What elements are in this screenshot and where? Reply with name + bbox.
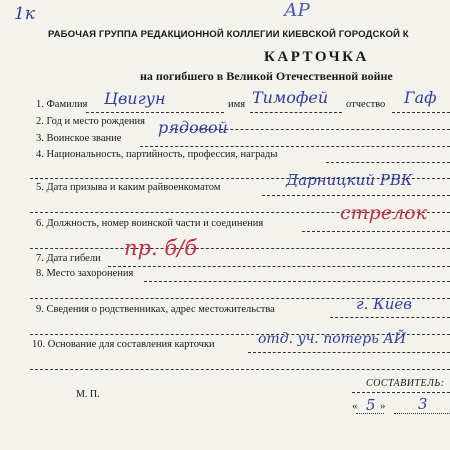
relatives-line	[330, 317, 450, 318]
conscription-label: 5. Дата призыва и каким райвоенкоматом	[36, 182, 221, 193]
patronymic-value: Гаф	[404, 88, 437, 107]
patronymic-label: отчество	[346, 99, 386, 110]
surname-line	[86, 112, 224, 113]
nationality-label: 4. Национальность, партийность, профессия, награды	[36, 149, 278, 160]
rank-label: 3. Воинское звание	[36, 133, 122, 144]
archive-mark: АР	[284, 0, 310, 21]
org-line: РАБОЧАЯ ГРУППА РЕДАКЦИОННОЙ КОЛЛЕГИИ КИЕВСКОЙ ГОРОДСКОЙ К	[48, 29, 409, 40]
nationality-line	[326, 162, 450, 163]
date-open-quote: «	[352, 400, 358, 412]
date-day-line	[356, 413, 384, 414]
conscription-line	[262, 195, 450, 196]
patronymic-line	[392, 112, 450, 113]
conscription-value: Дарницкий РВК	[286, 171, 413, 189]
rank-value: рядовой	[158, 118, 228, 137]
basis-line	[248, 352, 450, 353]
position-value: стрелок	[340, 202, 427, 224]
first-name-label: имя	[228, 99, 246, 110]
page-subtitle: на погибшего в Великой Отечественной войне	[140, 69, 393, 83]
relatives-value: г. Киев	[356, 295, 412, 313]
death-date-value: пр. б/б	[124, 236, 198, 260]
surname-value: Цвигун	[104, 89, 166, 108]
basis-label: 10. Основание для составления карточки	[32, 339, 215, 350]
date-close-quote: »	[380, 400, 386, 412]
position-line-2	[30, 248, 450, 249]
rank-line	[140, 146, 450, 147]
compiler-label: СОСТАВИТЕЛЬ:	[366, 378, 445, 389]
date-month: 3	[418, 395, 428, 413]
page-title: КАРТОЧКА	[264, 49, 369, 65]
death-date-line	[108, 266, 450, 267]
corner-mark: 1к	[14, 4, 35, 24]
date-day: 5	[366, 396, 376, 414]
stamp-place-label: М. П.	[76, 389, 100, 400]
position-line	[302, 231, 450, 232]
surname-label: 1. Фамилия	[36, 99, 88, 110]
basis-value: отд. уч. потерь АЙ	[258, 331, 407, 347]
relatives-label: 9. Сведения о родственниках, адрес местожительства	[36, 304, 275, 315]
birth-label: 2. Год и место рождения	[36, 116, 145, 127]
position-label: 6. Должность, номер воинской части и соединения	[36, 218, 264, 229]
death-date-label: 7. Дата гибели	[36, 253, 101, 264]
burial-label: 8. Место захоронения	[36, 268, 134, 279]
burial-line	[144, 281, 450, 282]
first-name-line	[250, 112, 342, 113]
basis-line-2	[30, 369, 450, 370]
date-month-line	[394, 413, 450, 414]
compiler-line	[352, 392, 450, 393]
first-name-value: Тимофей	[252, 88, 329, 107]
